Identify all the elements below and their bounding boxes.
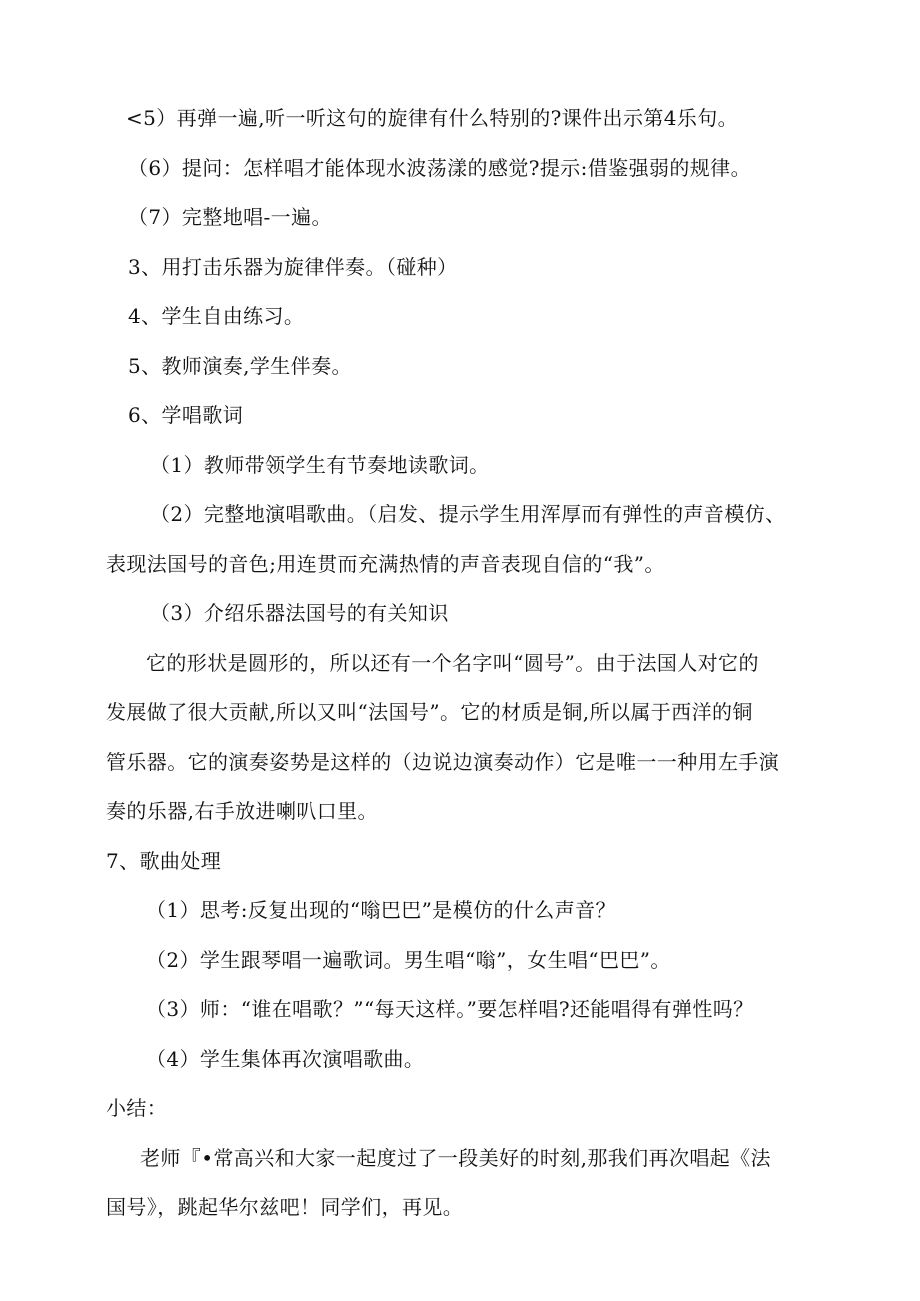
text-line-step-6: （6）提问：怎样唱才能体现水波荡漾的感觉?提示:借鉴强弱的规律。 <box>128 156 751 180</box>
text-line-summary-2: 国号》，跳起华尔兹吧！同学们，再见。 <box>106 1195 464 1219</box>
text-line-proc-3: （3）师：“谁在唱歌？”“每天这样。”要怎样唱?还能唱得有弹性吗？ <box>146 997 754 1021</box>
text-line-proc-1: （1）思考:反复出现的“嗡巴巴”是模仿的什么声音？ <box>146 898 616 922</box>
text-line-summary-heading: 小结： <box>106 1096 168 1120</box>
text-line-para-1: 它的形状是圆形的，所以还有一个名字叫“圆号”。由于法国人对它的 <box>146 651 759 675</box>
text-line-step-5: <5）再弹一遍,听一听这句的旋律有什么特别的?课件出示第4乐句。 <box>126 106 739 130</box>
text-line-item-5: 5、教师演奏,学生伴奏。 <box>128 354 352 378</box>
text-line-item-4: 4、学生自由练习。 <box>128 304 305 328</box>
text-line-item-6: 6、学唱歌词 <box>128 403 244 427</box>
text-line-sub-3: （3）介绍乐器法国号的有关知识 <box>150 601 449 625</box>
text-line-sub-2: （2）完整地演唱歌曲。（启发、提示学生用浑厚而有弹性的声音模仿、 <box>150 502 786 526</box>
text-line-item-7: 7、歌曲处理 <box>106 849 222 873</box>
text-line-step-7: （7）完整地唱-一遍。 <box>128 205 332 229</box>
text-line-summary-1: 老师『•常高兴和大家一起度过了一段美好的时刻,那我们再次唱起《法 <box>140 1146 771 1170</box>
text-line-para-4: 奏的乐器,右手放进喇叭口里。 <box>106 799 378 823</box>
text-line-item-3: 3、用打击乐器为旋律伴奏。（碰种） <box>128 255 458 279</box>
text-line-proc-4: （4）学生集体再次演唱歌曲。 <box>146 1047 425 1071</box>
text-line-sub-1: （1）教师带领学生有节奏地读歌词。 <box>150 453 490 477</box>
text-line-para-3: 管乐器。它的演奏姿势是这样的（边说边演奏动作）它是唯一一种用左手演 <box>106 750 780 774</box>
text-line-proc-2: （2）学生跟琴唱一遍歌词。男生唱“嗡”，女生唱“巴巴”。 <box>146 948 671 972</box>
text-line-para-2: 发展做了很大贡献,所以又叫“法国号”。它的材质是铜,所以属于西洋的铜 <box>106 700 753 724</box>
text-line-sub-2-cont: 表现法国号的音色;用连贯而充满热情的声音表现自信的“我”。 <box>106 552 665 576</box>
